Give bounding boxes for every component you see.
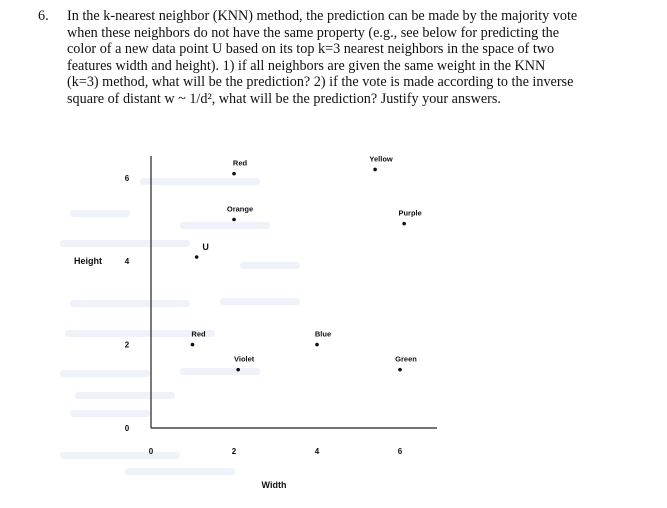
point-label: Blue: [314, 329, 332, 339]
y-axis-label: Height: [74, 256, 102, 267]
point-label: Purple: [398, 208, 422, 218]
data-point: [236, 368, 240, 372]
y-tick-label: 0: [124, 424, 130, 433]
y-tick-label: 4: [124, 257, 130, 267]
question-line: features width and height). 1) if all neighbors are given the same weight in the KNN: [67, 57, 546, 74]
chart-axes: [151, 156, 437, 428]
x-tick-label: 6: [397, 447, 403, 456]
bleed-through-smudge: [70, 300, 190, 307]
bleed-through-smudge: [220, 298, 300, 305]
data-point: [195, 255, 199, 259]
data-points: [191, 154, 422, 371]
x-tick-label: 4: [314, 447, 320, 456]
bleed-through-smudge: [60, 240, 190, 247]
bleed-through-smudge: [70, 210, 130, 217]
point-label: Yellow: [369, 154, 393, 164]
question-line: when these neighbors do not have the same property (e.g., see below for predicting the: [67, 24, 560, 41]
bleed-through-smudge: [240, 262, 300, 269]
question-line: square of distant w ~ 1/d², what will be the prediction? Justify your answers.: [67, 90, 501, 107]
data-point: [315, 343, 319, 347]
bleed-through-smudge: [180, 368, 260, 375]
point-label: Violet: [234, 354, 255, 364]
y-tick-label: 6: [124, 173, 130, 183]
question-line: (k=3) method, what will be the prediction? 2) if the vote is made according to the inverse: [67, 74, 574, 91]
bleed-through-smudge: [70, 410, 150, 417]
point-label: Red: [232, 158, 248, 168]
bleed-through-smudge: [60, 452, 180, 459]
x-tick-label: 0: [148, 447, 154, 456]
question-line: In the k-nearest neighbor (KNN) method, the prediction can be made by the majority vote: [67, 8, 578, 24]
bleed-through-smudge: [140, 178, 260, 185]
data-point: [191, 343, 195, 347]
point-label: Red: [191, 329, 206, 339]
data-point: [398, 368, 402, 372]
y-tick-label: 2: [124, 340, 130, 350]
data-point: [232, 172, 236, 176]
data-point: [402, 222, 406, 226]
question-number: 6.: [38, 8, 49, 24]
bleed-through-marks: [60, 178, 300, 475]
question-line: color of a new data point U based on its top k=3 nearest neighbors in the space of two: [67, 41, 555, 58]
x-tick-label: 2: [231, 447, 237, 456]
bleed-through-smudge: [60, 370, 150, 377]
point-label: Green: [395, 354, 417, 364]
bleed-through-smudge: [180, 222, 270, 229]
tick-labels: [125, 174, 403, 456]
data-point: [232, 218, 236, 222]
data-point: [373, 168, 377, 172]
bleed-through-smudge: [75, 392, 175, 399]
x-axis-label: Width: [261, 480, 287, 490]
point-label: U: [202, 242, 209, 253]
point-label: Orange: [226, 204, 254, 214]
bleed-through-smudge: [125, 468, 235, 475]
